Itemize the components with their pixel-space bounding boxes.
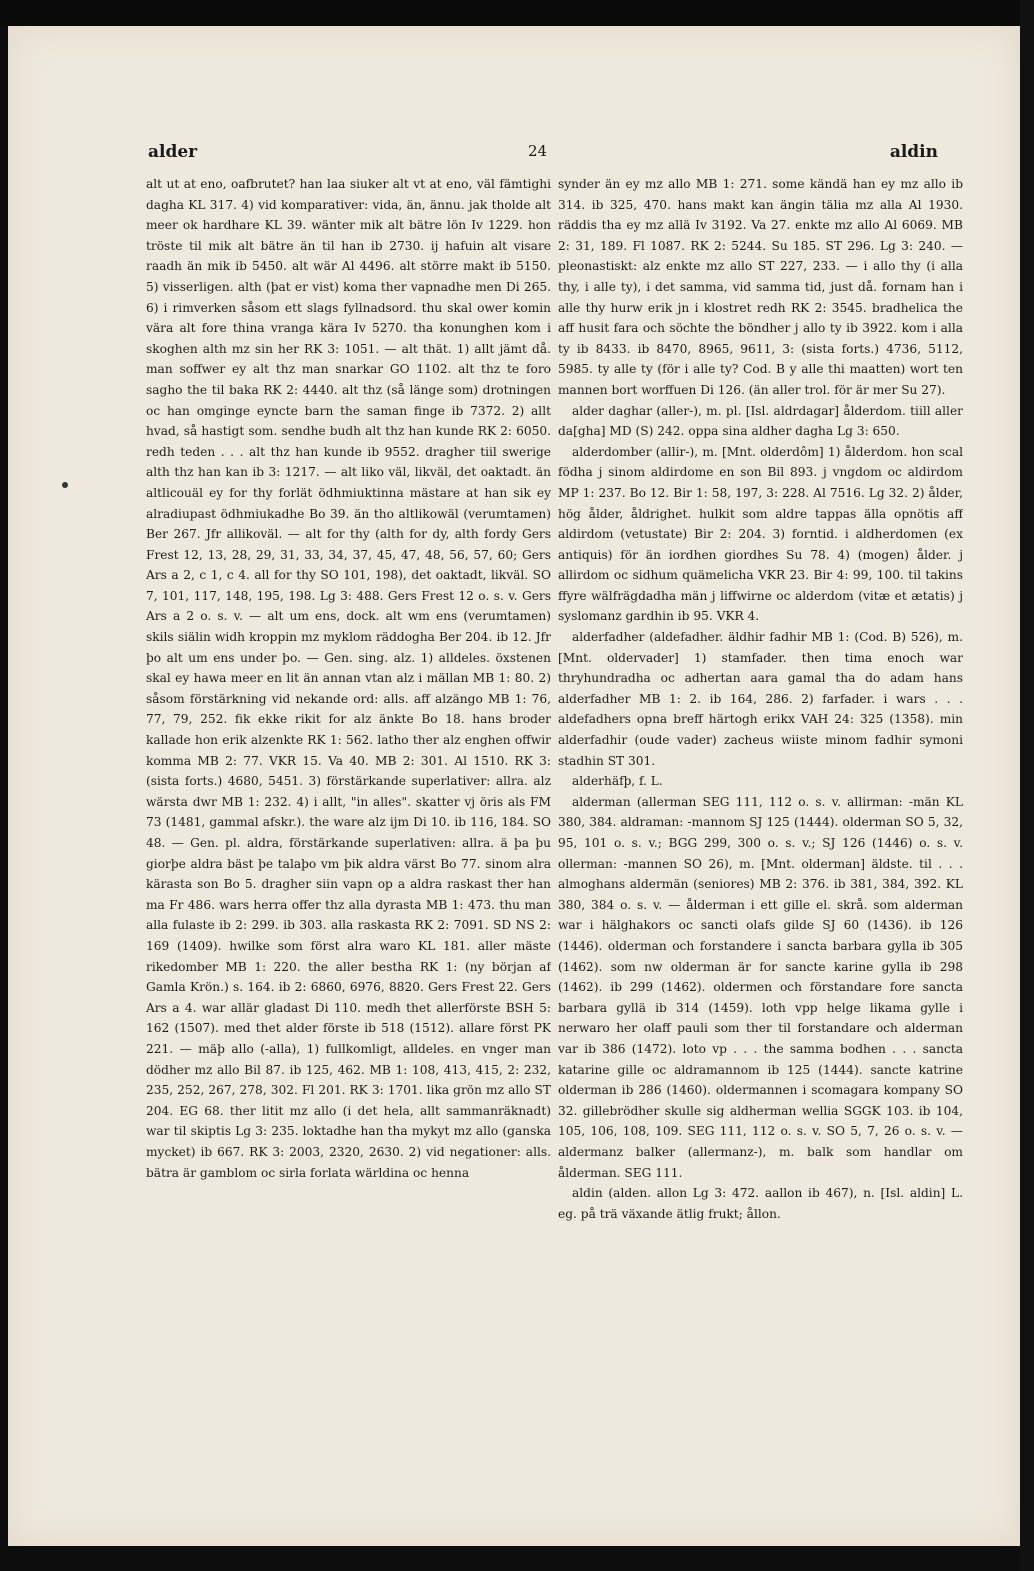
entry-alt-continued: alt ut at eno, oafbrutet? han laa siuker alt vt at eno, väl fämtighi dagha KL 317. 4) vid komparativer: vida, än, ännu. jak tholde alt meer ok hardhare KL 39. wänter mik alt bätre lön Iv 1229. hon tröste til mik alt bätre än til han ib 2730. ij hafuin alt visare raadh än mik ib 5450. alt wär Al 4496. alt större makt ib 5150. 5) visserligen. alth (þat er vist) koma ther vapnadhe men Di 265. 6) i rimverken såsom ett slags fyllnadsord. thu skal ower komin vära alt fore thina vranga kära Iv 5270. tha konunghen kom i skoghen alth mz sin her RK 3: 1051. — alt thät. 1) allt jämt då. man soffwer ey alt thz man snarkar GO 1102. alt thz te foro sagho the til baka RK 2: 4440. alt thz (så länge som) drotningen oc han omginge eyncte barn the saman finge ib 7372. 2) allt hvad, så hastigt som. sendhe budh alt thz han kunde RK 2: 6050. redh teden . . . alt thz han kunde ib 9552. dragher tiil swerige alth thz han kan ib 3: 1217. — alt liko väl, likväl, det oaktadt. än altlicouäl ey for thy forlät ödhmiuktinna mästare at han sik ey alradiupast ödhmiukadhe Bo 39. än tho altlikowäl (verumtamen) Ber 267. Jfr allikoväl. — alt for thy (alth for dy, alth fordy Gers Frest 12, 13, 28, 29, 31, 33, 34, 37, 45, 47, 48, 56, 57, 60; Gers Ars a 2, c 1, c 4. all for thy SO 101, 198), det oaktadt, likväl. SO 7, 101, 117, 148, 195, 198. Lg 3: 488. Gers Frest 12 o. s. v. Gers Ars a 2 o. s. v. — alt um ens, dock. alt wm ens (verumtamen) skils siälin widh kroppin mz myklom räddogha Ber 204. ib 12. Jfr þo alt um ens under þo. — Gen. sing. alz. 1) alldeles. öxstenen skal ey hawa meer en lit än annan vtan alz i mällan MB 1: 80. 2) såsom förstärkning vid nekande ord: alls. aff alzängo MB 1: 76, 77, 79, 252. fik ekke rikit for alz änkte Bo 18. hans broder kallade hon erik alzenkte RK 1: 562. latho ther alz enghen offwir komma MB 2: 77. VKR 15. Va 40. MB 2: 301. Al 1510. RK 3: (sista forts.) 4680, 5451. 3) förstärkande superlativer: allra. alz wärsta dwr MB 1: 232. 4) i allt, "in alles". skatter vj öris als FM 73 (1481, gammal afskr.). the ware alz ijm Di 10. ib 116, 184. SO 48. — Gen. pl. aldra, förstärkande superlativen: allra. ä þa þu giorþe aldra bäst þe talaþo vm þik aldra värst Bo 77. sinom alra kärasta son Bo 5. dragher siin vapn op a aldra raskast ther han ma Fr 486. wars herra offer thz alla dyrasta MB 1: 473. thu man alla fulaste ib 2: 299. ib 303. alla raskasta RK 2: 7091. SD NS 2: 169 (1409). hwilke som först alra waro KL 181. aller mäste rikedomber MB 1: 220. the aller bestha RK 1: (ny början af Gamla Krön.) s. 164. ib 2: 6860, 6976, 8820. Gers Frest 22. Gers Ars a 4. war allär gladast Di 110. medh thet allerförste BSH 5: 162 (1507). med thet alder förste ib 518 (1512). allare först PK 221. — mäþ allo (-alla), 1) fullkomligt, alldeles. en vnger man dödher mz allo Bil 87. ib 125, 462. MB 1: 108, 413, 415, 2: 232, 235, 252, 267, 278, 302. Fl 201. RK 3: 1701. lika grön mz allo ST 204. EG 68. ther litit mz allo (i det hela, allt sammanräknadt) war til skiptis Lg 3: 235. loktadhe han tha mykyt mz allo (ganska mycket) ib 667. RK 3: 2003, 2320, 2630. 2) vid negationer: alls. bätra är gamblom oc sirla forlata wärldina oc henna [146, 177, 551, 1180]
header-left-guideword: alder [148, 142, 198, 162]
entry-alderfadher: alderfadher (aldefadher. äldhir fadhir MB 1: (Cod. B) 526), m. [Mnt. oldervader] 1) stamfader. then tima enoch war thryhundradha oc adhertan aara gamal tha do adam hans alderfadher MB 1: 2. ib 164, 286. 2) farfader. i wars . . . aldefadhers opna breff härtogh erikx VAH 24: 325 (1358). min alderfadhir (oude vader) zacheus wiiste minom fadhir symoni stadhin ST 301. [558, 630, 963, 768]
entry-alt-continued-right: synder än ey mz allo MB 1: 271. some kändä han ey mz allo ib 314. ib 325, 470. hans makt kan ängin tälia mz alla Al 1930. räddis tha ey mz allä Iv 3192. Va 27. enkte mz allo Al 6069. MB 2: 31, 189. Fl 1087. RK 2: 5244. Su 185. ST 296. Lg 3: 240. — pleonastiskt: alz enkte mz allo ST 227, 233. — i allo thy (i alla thy, i alle ty), i det samma, vid samma tid, just då. fornam han i alle thy hurw erik jn i klostret redh RK 2: 3545. bradhelica the aff husit fara och söchte the böndher j allo ty ib 3922. kom i alla ty ib 8433. ib 8470, 8965, 9611, 3: (sista forts.) 4736, 5112, 5985. ty alle ty (för i alle ty? Cod. B y alle thi maatten) wort ten mannen bort worffuen Di 126. (än aller trol. för är mer Su 27). [558, 177, 963, 397]
entry-alderman: alderman (allerman SEG 111, 112 o. s. v. allirman: -män KL 380, 384. aldraman: -mannom SJ 125 (1444). olderman SO 5, 32, 95, 101 o. s. v.; BGG 299, 300 o. s. v.; SJ 126 (1446) o. s. v. ollerman: -mannen SO 26), m. [Mnt. olderman] äldste. til . . . almoghans aldermän (seniores) MB 2: 376. ib 381, 384, 392. KL 380, 384 o. s. v. — ålderman i ett gille el. skrå. som alderman war i hälghakors oc sancti olafs gilde SJ 60 (1436). ib 126 (1446). olderman och forstandere i sancta barbara gylla ib 305 (1462). som nw olderman är for sancte karine gylla ib 298 (1462). ib 299 (1462). oldermen och förstandare fore sancta barbara gyllä ib 314 (1459). loth vpp helge likama gylle i nerwaro her olaff pauli som ther til forstandare och alderman var ib 386 (1472). loto vp . . . the samma bodhen . . . sancta katarine gille oc aldramannom ib 125 (1444). sancte katrine olderman ib 286 (1460). oldermannen i scomagara kompany SO 32. gillebrödher skulle sig aldherman wellia SGGK 103. ib 104, 105, 106, 108, 109. SEG 111, 112 o. s. v. SO 5, 7, 26 o. s. v. — aldermanz balker (allermanz-), m. balk som handlar om ålderman. SEG 111. [558, 794, 963, 1180]
scan-border-right [1020, 0, 1034, 1571]
entry-alder-daghar: alder daghar (aller-), m. pl. [Isl. aldrdagar] ålderdom. tiill aller da[gha] MD (S) 242. oppa sina aldher dagha Lg 3: 650. [558, 403, 963, 439]
margin-dot [62, 482, 68, 488]
entry-alderhafth: alderhäfþ, f. L. [572, 774, 663, 789]
entry-aldin: aldin (alden. allon Lg 3: 472. aallon ib 467), n. [Isl. aldin] L. eg. på trä växande ätlig frukt; ållon. [558, 1186, 963, 1221]
running-head [8, 142, 1020, 172]
left-column [146, 174, 551, 1544]
dictionary-page [8, 26, 1020, 1546]
scan-border-top [0, 0, 1034, 26]
page-number: 24 [528, 142, 548, 160]
right-column [558, 174, 963, 1544]
entry-alderdomber: alderdomber (allir-), m. [Mnt. olderdôm] 1) ålderdom. hon scal födha j sinom aldirdome en son Bil 893. j vngdom oc aldirdom MP 1: 237. Bo 12. Bir 1: 58, 197, 3: 228. Al 7516. Lg 32. 2) ålder, hög ålder, åldrighet. hulkit som aldre tappas älla opnötis aff aldirdom (vetustate) Bir 2: 204. 3) forntid. i aldherdomen (ex antiquis) för än iordhen giordhes Su 78. 4) (mogen) ålder. j allirdom oc sidhum quämelicha VKR 23. Bir 4: 99, 100. til takins ffyre wälfrägdadha män j liffwirne oc alderdom (vitæ et ætatis) j syslomanz gardhin ib 95. VKR 4. [558, 444, 963, 624]
header-right-guideword: aldin [889, 142, 938, 162]
